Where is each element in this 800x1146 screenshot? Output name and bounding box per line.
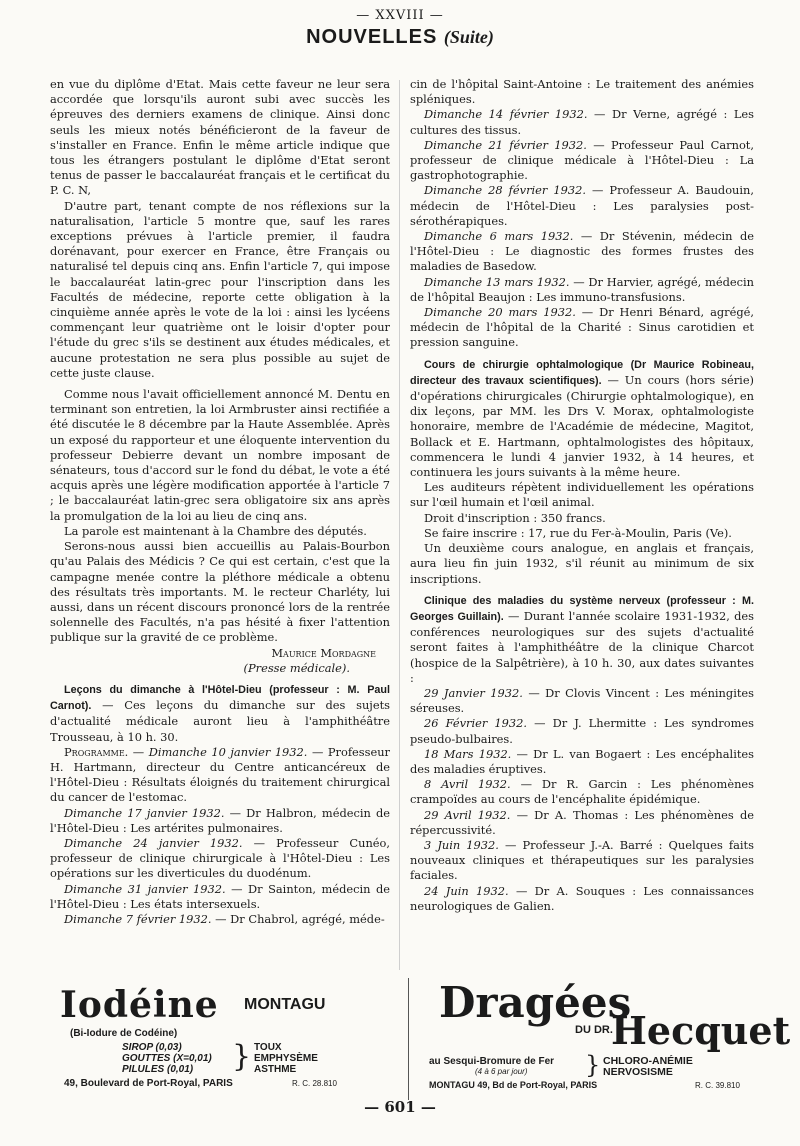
announcement-text: — Un cours (hors série) d'opérations chirurgicales (Chirurgie ophtalmologique), en dix leçons, par MM. les Drs V. Morax, ophtalmologiste honoraire, membre de l'Académie de médecine, Magitot, Bollack et E. Hartmann, ophtalmologistes des hôpitaux, commencera le lundi 4 janvier 1932, à 14 heures, et continuera les jours suivants à la même heure. [410,372,754,480]
program-entry [410,777,754,807]
entry-date: 3 Juin 1932. [424,837,499,852]
entry-text: — Dr J. Lhermitte : Les syndromes pseudo-bulbaires. [410,716,754,746]
program-entry [410,838,754,884]
entry-date: Dimanche 6 mars 1932. [424,229,574,244]
announcement-text: — Ces leçons du dimanche sur des sujets d'actualité médicale auront lieu à l'amphithéâtre Trousseau, à 10 h. 30. [50,698,390,744]
ad-registry-code: R. C. 39.810 [695,1081,740,1090]
ad-registry-code: R. C. 28.810 [292,1079,337,1088]
paragraph: cin de l'hôpital Saint-Antoine : Le traitement des anémies spléniques. [410,77,754,107]
entry-text: — Dr L. van Bogaert : Les encéphalites des maladies éruptives. [410,746,754,776]
entry-date: Dimanche 13 mars 1932. [424,274,570,289]
advertisement-strip [48,978,791,1100]
program-entry [410,716,754,746]
entry-date: Dimanche 10 janvier 1932. [148,744,308,759]
entry-text: — Dr R. Garcin : Les phénomènes crampoïdes au cours de l'encéphalite épidémique. [410,777,754,807]
paragraph: D'autre part, tenant compte de nos réflexions sur la naturalisation, l'article 5 montre que, sauf les rares exceptions prévues à l'article premier, il faudra dorénavant, pour exercer en France, être Français ou naturalisé tel depuis cinq ans. Enfin l'article 7, qui impose le baccalauréat latin-grec pour l'inscription dans les Facultés de médecine, reporte cette obligation à la cinquième année après le vote de la loi : ainsi les lycéens commençant leur quatrième ont le loisir d'opter pour l'étude du grec s'ils se destinent aux études médicales, et aucune protestation ne sera plus possible au sujet de cette juste clause. [50,198,390,380]
entry-text: — Dr Halbron, médecin de l'Hôtel-Dieu : Les artérites pulmonaires. [50,805,390,835]
entry-text: — Dr Henri Bénard, agrégé, médecin de l'hôpital de la Charité : Sinus carotidien et pression sanguine. [410,305,754,350]
ad-form: PILULES (0,01) [122,1064,194,1075]
entry-date: Dimanche 20 mars 1932. [424,305,576,320]
ad-dose: (4 à 6 par jour) [475,1067,528,1076]
program-label: Programme. [64,744,129,759]
program-entry [410,884,754,914]
paragraph: La parole est maintenant à la Chambre des députés. [64,523,367,538]
ad-forms [122,1042,212,1075]
entry-date: 8 Avril 1932. [424,777,511,792]
paragraph: Comme nous l'avait officiellement annoncé M. Dentu en terminant son entretien, la loi Armbruster ainsi rectifiée a été discutée le 8 décembre par la Haute Assemblée. Après un exposé du rapporteur et une éloquente intervention du professeur Debierre devant un nombre imposant de sénateurs, tous d'accord sur le fond du débat, le vote a été acquis après une légère modification apportée à l'article 7 ; le baccalauréat latin-grec sera obligatoire six ans après la promulgation de la loi au lieu de cinq ans. [50,387,390,523]
announcement-lecons [50,682,390,745]
entry-date: Dimanche 17 janvier 1932. [64,805,225,820]
program-entry [410,183,754,229]
entry-date: 18 Mars 1932. [424,746,512,761]
announcement-cours [410,357,754,481]
entry-text: — Professeur J.-A. Barré : Quelques faits nouveaux cliniques et thérapeutiques sur les paralysies faciales. [410,837,754,883]
ad-indications [603,1056,693,1078]
ad-indication: TOUX [254,1042,282,1053]
page-roman-numeral: — XXVIII — [356,8,444,23]
author-source: (Presse médicale). [243,660,350,675]
ad-brand: Dragées [439,978,632,1027]
program-entry: Programme. — Dimanche 10 janvier 1932. — Professeur H. Hartmann, directeur du Centre anticancéreux de l'Hôtel-Dieu : Résultats éloignés du traitement chirurgical du cancer de l'estomac. [50,744,390,805]
ad-iodeine [48,978,394,1100]
entry-text: — Dr Harvier, agrégé, médecin de l'hôpital Beaujon : Les immuno-transfusions. [410,274,754,304]
ad-doctor-name: Hecquet [611,1008,791,1053]
ad-indication: ASTHME [254,1064,297,1075]
program-entry [410,808,754,838]
program-entry [50,912,390,927]
author-signature: Maurice Mordagne [271,645,376,660]
entry-date: 24 Juin 1932. [424,883,509,898]
program-entry [410,305,754,351]
entry-date: Dimanche 24 janvier 1932. [64,835,243,850]
ad-form: SIROP (0,03) [122,1042,182,1053]
paragraph: Les auditeurs répètent individuellement les opérations sur l'œil humain et l'œil animal. [410,480,754,510]
ad-brace: } [585,1051,601,1079]
paragraph: Droit d'inscription : 350 francs. [424,510,606,525]
ad-address: 49, Boulevard de Port-Royal, PARIS [64,1078,233,1089]
entry-date: 26 Février 1932. [424,716,528,731]
entry-date: Dimanche 21 février 1932. [424,137,587,152]
entry-text: — Dr A. Thomas : Les phénomènes de répercussivité. [410,807,754,837]
paragraph: Un deuxième cours analogue, en anglais et français, aura lieu fin juin 1932, s'il réunit au minimum de six inscriptions. [410,541,754,586]
program-entry [50,806,390,836]
entry-date: Dimanche 7 février 1932. [64,911,212,926]
entry-text: — Professeur Paul Carnot, professeur de clinique médicale à l'Hôtel-Dieu : La gastrophotographie. [410,137,754,183]
entry-date: Dimanche 28 février 1932. [424,183,586,198]
ad-du: DU DR. [575,1024,613,1036]
program-entry [50,836,390,882]
ad-brace: } [232,1039,252,1074]
ad-indication: NERVOSISME [603,1066,673,1078]
ad-subtitle: au Sesqui-Bromure de Fer [429,1056,555,1067]
program-entry [410,747,754,777]
ad-indications [254,1042,318,1075]
entry-text: — Dr Verne, agrégé : Les cultures des tissus. [410,107,754,137]
section-title: NOUVELLES [306,26,438,48]
ad-subtitle: (Bi-Iodure de Codéine) [70,1028,178,1039]
entry-text: — Dr Sainton, médecin de l'Hôtel-Dieu : Les états intersexuels. [50,881,390,911]
ad-indication: EMPHYSÈME [254,1053,318,1064]
section-heading [0,26,800,49]
paragraph: Serons-nous aussi bien accueillis au Palais-Bourbon qu'au Palais des Médicis ? Ce qui est certain, c'est que la campagne menée contre la pléthore médicale a obtenu des résultats très importants. M. le recteur Charléty, lui aussi, dans un récent discours prononcé lors de la rentrée solennelle des Facultés, n'a pas hésité à fixer l'attention publique sur la gravité de ce problème. [50,539,390,645]
entry-text: — Professeur A. Baudouin, médecin de l'Hôtel-Dieu : Les paralysies post-sérothérapiques. [410,183,754,228]
program-entry [410,138,754,184]
announcement-clinique [410,593,754,686]
announcement-title: Cours de chirurgie ophtalmologique (Dr Maurice Robineau, directeur des travaux scientifiques). [410,358,754,387]
program-entry [410,229,754,275]
announcement-title: Clinique des maladies du système nerveux (professeur : M. Georges Guillain). [410,594,754,623]
entry-date: 29 Avril 1932. [424,807,511,822]
section-title-suite: (Suite) [443,27,494,47]
entry-date: 29 Janvier 1932. [424,685,523,700]
entry-text: — Dr Stévenin, médecin de l'Hôtel-Dieu : Le diagnostic des formes frustes des maladies de Basedow. [410,229,754,274]
paragraph: en vue du diplôme d'Etat. Mais cette faveur ne leur sera accordée que lorsqu'ils auront subi avec succès les épreuves des derniers examens de clinique. Ainsi donc seuls les mieux notés bénéficieront de la faveur de s'installer en France. Enfin le même article indique que tous les étrangers postulant le diplôme d'Etat seront tenus de passer le baccalauréat français et le certificat du P. C. N, [50,77,390,198]
ad-form: GOUTTES (X=0,01) [122,1053,212,1064]
entry-text: — Professeur Cunéo, professeur de clinique chirurgicale à l'Hôtel-Dieu : Les opérations sur les diverticules du duodénum. [50,835,390,881]
announcement-title: Leçons du dimanche à l'Hôtel-Dieu (professeur : M. Paul Carnot). [50,683,390,713]
paragraph: Se faire inscrire : 17, rue du Fer-à-Moulin, Paris (Ve). [424,525,732,540]
entry-text: — Dr Chabrol, agrégé, méde- [211,911,385,926]
ad-brand: Iodéine [60,984,219,1026]
entry-date: Dimanche 14 février 1932. [424,107,588,122]
entry-text: — Dr Clovis Vincent : Les méningites séreuses. [410,685,754,716]
program-entry [410,107,754,137]
ad-dragees [408,978,791,1100]
left-column [50,77,390,927]
right-column [410,77,754,914]
ad-indication: CHLORO-ANÉMIE [603,1055,693,1067]
program-entry [410,686,754,716]
announcement-text: — Durant l'année scolaire 1931-1932, des conférences neurologiques sur des sujets d'actualité seront faites à l'amphithéâtre de la clinique Charcot (hospice de la Salpêtrière), à 10 h. 30, aux dates suivantes : [410,608,755,685]
ad-address: MONTAGU 49, Bd de Port-Royal, PARIS [429,1080,598,1090]
program-entry [410,275,754,305]
page-number: — 601 — [364,1098,436,1116]
ad-maker: MONTAGU [244,996,326,1013]
entry-date: Dimanche 31 janvier 1932. [64,881,226,896]
entry-text: — Professeur H. Hartmann, directeur du Centre anticancéreux de l'Hôtel-Dieu : Résultats éloignés du traitement chirurgical du cancer de l'estomac. [50,744,390,805]
column-divider [399,80,400,970]
entry-text: — Dr A. Souques : Les connaissances neurologiques de Galien. [410,883,754,913]
program-entry [50,882,390,912]
